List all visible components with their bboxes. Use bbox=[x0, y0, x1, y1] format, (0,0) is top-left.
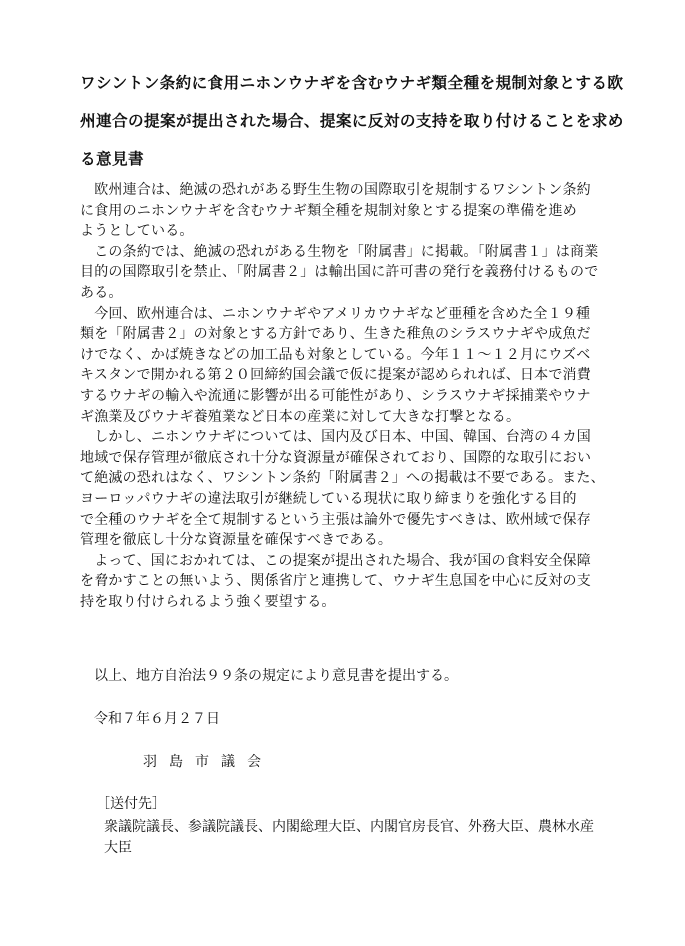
paragraph-eu-proposal bbox=[80, 180, 630, 242]
destination-list bbox=[104, 817, 594, 858]
document-title bbox=[80, 64, 630, 178]
body-line: ヨーロッパウナギの違法取引が継続している現状に取り締まりを強化する目的 bbox=[80, 490, 577, 507]
body-line: しかし、ニホンウナギについては、国内及び日本、中国、韓国、台湾の４カ国 bbox=[80, 429, 591, 446]
document-body bbox=[80, 180, 630, 612]
body-line: 欧州連合は、絶滅の恐れがある野生生物の国際取引を規制するワシントン条約 bbox=[80, 182, 591, 198]
body-line: この条約では、絶滅の恐れがある生物を「附属書」に掲載。「附属書１」は商業 bbox=[80, 243, 599, 260]
body-line: で全種のウナギを全て規制するという主張は論外で優先すべきは、欧州域で保存 bbox=[80, 511, 591, 528]
title-line: ワシントン条約に食用ニホンウナギを含むウナギ類全種を規制対象とする欧 bbox=[80, 74, 624, 92]
closing-statement: 以上、地方自治法９９条の規定により意見書を提出する。 bbox=[94, 668, 458, 684]
paragraph-impact bbox=[80, 304, 630, 428]
body-line: 地域で保存管理が徹底され十分な資源量が確保されており、国際的な取引におい bbox=[80, 449, 592, 466]
body-line: を脅かすことの無いよう、関係省庁と連携して、ウナギ生息国を中心に反対の支 bbox=[80, 573, 591, 590]
body-line: 管理を徹底し十分な資源量を確保すべきである。 bbox=[80, 532, 393, 549]
body-line: 持を取り付けられるよう強く要望する。 bbox=[80, 593, 336, 610]
paragraph-request bbox=[80, 551, 630, 613]
title-line: る意見書 bbox=[80, 150, 144, 168]
body-line: ある。 bbox=[80, 284, 123, 301]
body-line: ようとしている。 bbox=[80, 223, 194, 240]
paragraph-appendix-explanation bbox=[80, 242, 630, 304]
body-line: て絶滅の恐れはなく、ワシントン条約「附属書２」への掲載は不要である。また、 bbox=[80, 470, 605, 487]
body-line: ギ漁業及びウナギ養殖業など日本の産業に対して大きな打撃となる。 bbox=[80, 408, 521, 425]
destination-line: 大臣 bbox=[104, 839, 132, 856]
document-date: 令和７年６月２７日 bbox=[94, 711, 220, 727]
body-line: 今回、欧州連合は、ニホンウナギやアメリカウナギなど亜種を含めた全１９種 bbox=[80, 305, 591, 322]
body-line: に食用のニホンウナギを含むウナギ類全種を規制対象とする提案の準備を進め bbox=[80, 202, 577, 219]
body-line: キスタンで開かれる第２０回締約国会議で仮に提案が認められれば、日本で消費 bbox=[80, 367, 591, 384]
body-line: するウナギの輸入や流通に影響が出る可能性があり、シラスウナギ採捕業やウナ bbox=[80, 387, 591, 404]
body-line: 目的の国際取引を禁止、「附属書２」は輸出国に許可書の発行を義務付けるもので bbox=[80, 264, 599, 281]
title-line: 州連合の提案が提出された場合、提案に反対の支持を取り付けることを求め bbox=[80, 112, 624, 130]
destination-label: ［送付先］ bbox=[96, 796, 166, 812]
council-name: 羽島市議会 bbox=[143, 754, 273, 770]
paragraph-rebuttal bbox=[80, 427, 630, 551]
body-line: よって、国におかれては、この提案が提出された場合、我が国の食料安全保障 bbox=[80, 552, 591, 569]
destination-line: 衆議院議長、参議院議長、内閣総理大臣、内閣官房長官、外務大臣、農林水産 bbox=[104, 819, 594, 835]
body-line: けでなく、かば焼きなどの加工品も対象としている。今年１１～１２月にウズベ bbox=[80, 346, 591, 363]
body-line: 類を「附属書２」の対象とする方針であり、生きた稚魚のシラスウナギや成魚だ bbox=[80, 326, 591, 343]
